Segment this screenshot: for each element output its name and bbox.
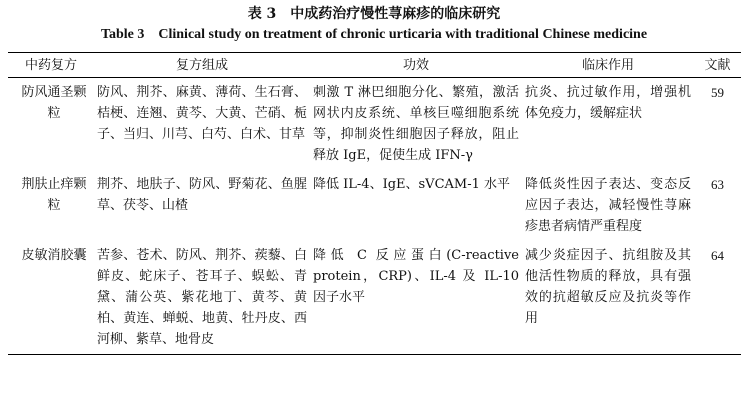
header-effect: 功效	[402, 58, 429, 73]
formula-name: 防风通圣颗粒	[21, 85, 87, 121]
formula-composition: 苦参、苍术、防风、荆芥、蒺藜、白鲜皮、蛇床子、苍耳子、蜈蚣、青黛、蒲公英、紫花地丁、黄芩、黄柏、黄连、蝉蜕、地黄、牡丹皮、西河柳、紫草、地骨皮	[97, 248, 307, 347]
formula-reference: 63	[711, 177, 724, 192]
header-clinical-action: 临床作用	[581, 58, 634, 73]
formula-clinical-action: 抗炎、抗过敏作用，增强机体免疫力，缓解症状	[525, 85, 691, 121]
header-reference: 文献	[704, 58, 731, 73]
formula-reference: 64	[711, 248, 724, 263]
formula-name: 皮敏消胶囊	[21, 248, 87, 263]
formula-clinical-action: 降低炎性因子表达、变态反应因子表达，减轻慢性荨麻疹患者病情严重程度	[525, 177, 691, 234]
header-composition: 复方组成	[175, 58, 228, 73]
formula-effect: 刺激 T 淋巴细胞分化、繁殖，激活网状内皮系统、单核巨噬细胞系统等，抑制炎性细胞因子释放，阻止释放 IgE，促使生成 IFN-γ	[313, 85, 519, 163]
table-row	[8, 241, 741, 355]
table-caption-chinese: 表 3 中成药治疗慢性荨麻疹的临床研究	[247, 6, 501, 22]
formula-composition: 防风、荆芥、麻黄、薄荷、生石膏、桔梗、连翘、黄芩、大黄、芒硝、栀子、当归、川芎、白芍、白术、甘草	[97, 85, 307, 142]
formula-reference: 59	[711, 85, 724, 100]
header-formula: 中药复方	[24, 58, 77, 73]
table-row	[8, 78, 741, 171]
formula-clinical-action: 减少炎症因子、抗组胺及其他活性物质的释放，具有强效的抗超敏反应及抗炎等作用	[525, 248, 691, 326]
table-header-row	[8, 53, 741, 78]
clinical-study-table	[8, 52, 741, 355]
formula-name: 荆肤止痒颗粒	[21, 177, 87, 213]
formula-effect: 降低 C 反应蛋白(C-reactive protein，CRP)、IL-4 及 IL-10 因子水平	[313, 248, 519, 305]
formula-effect: 降低 IL-4、IgE、sVCAM-1 水平	[313, 177, 511, 192]
table-caption-english: Table 3 Clinical study on treatment of chronic urticaria with traditional Chinese medicine	[100, 27, 648, 42]
table-row	[8, 170, 741, 241]
formula-composition: 荆芥、地肤子、防风、野菊花、鱼腥草、茯苓、山楂	[97, 177, 307, 213]
